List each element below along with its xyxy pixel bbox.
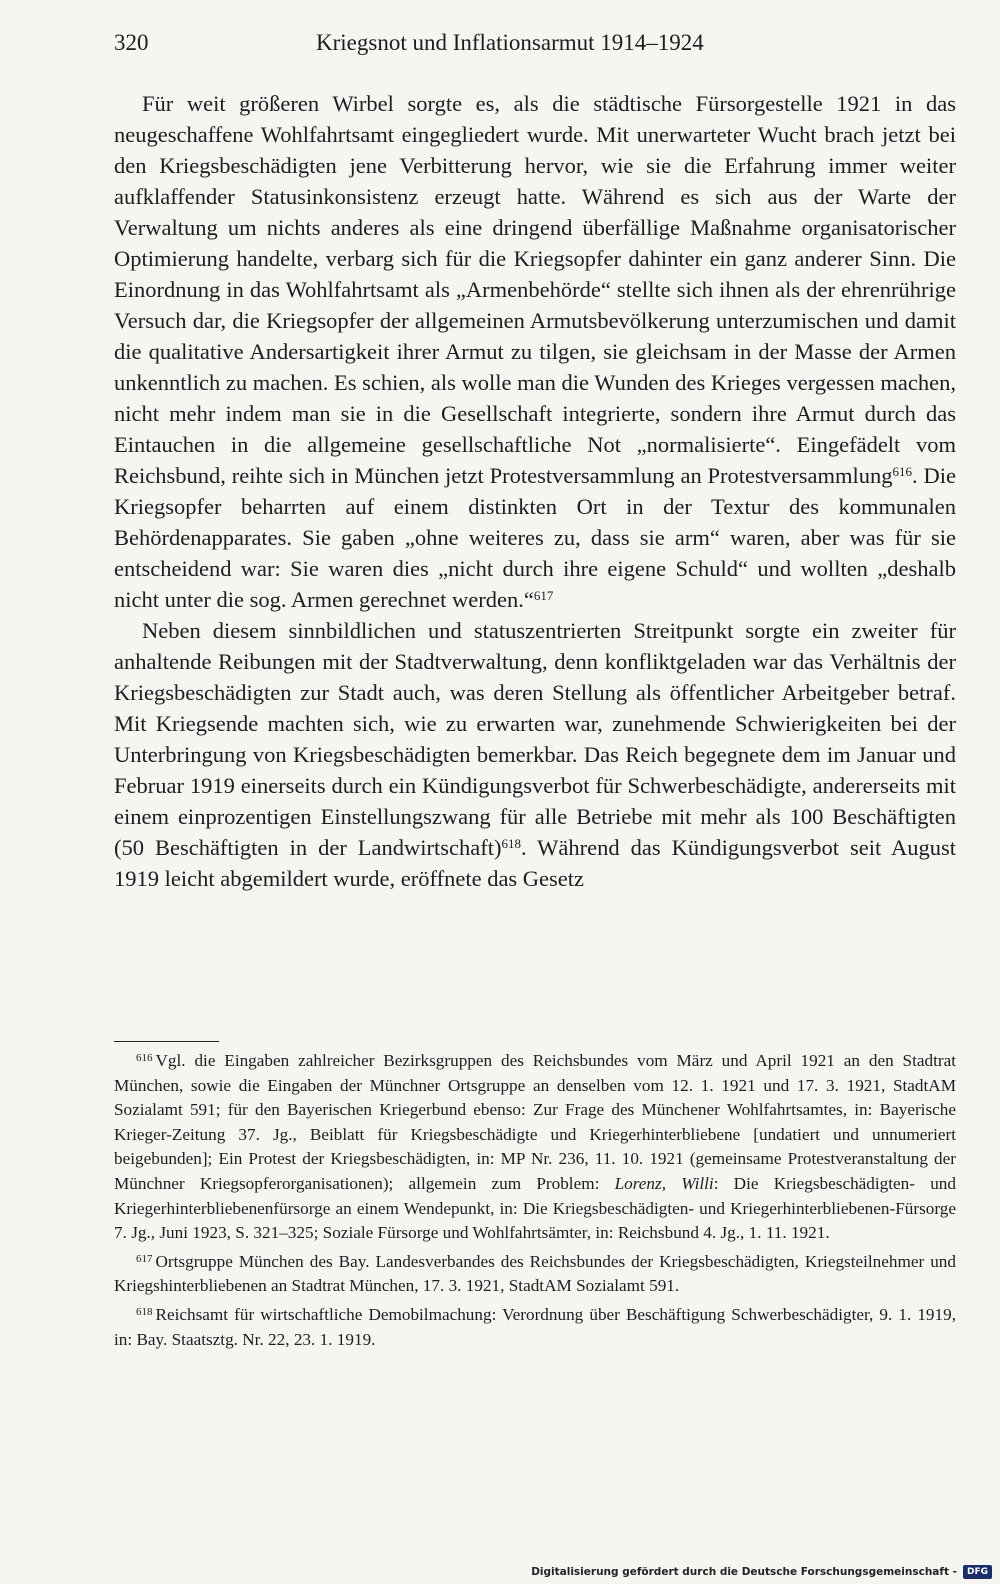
footnote-ref-618[interactable]: 618 — [501, 836, 521, 851]
page-header — [114, 30, 949, 60]
page-number: 320 — [114, 30, 149, 55]
paragraph-text: Neben diesem sinnbildlichen und statuszentrierten Streitpunkt sorgte ein zweiter für anhaltende Reibungen mit der Stadtverwaltung, denn konfliktgeladen war das Verhältnis der Kriegsbeschädigten zur Stadt auch, was deren Stellung als öffentlicher Arbeitgeber betraf. Mit Kriegsende machten sich, wie zu erwarten war, zunehmende Schwierigkeiten bei der Unterbringung von Kriegsbeschädigten bemerkbar. Das Reich begegnete dem im Januar und Februar 1919 einerseits durch ein Kündigungsverbot für Schwerbeschädigte, andererseits mit einem einprozentigen Einstellungszwang für alle Betriebe mit mehr als 100 Beschäftigten (50 Beschäftigten in der Landwirtschaft) — [114, 618, 956, 860]
footnote-text: Ortsgruppe München des Bay. Landesverbandes des Reichsbundes der Kriegsbeschädigten, Kriegsteilnehmer und Kriegshinterbliebenen an Stadtrat München, 17. 3. 1921, StadtAM Sozialamt 591. — [114, 1251, 956, 1296]
paragraph-text: . Während das Kündigungsverbot seit August 1919 leicht abgemildert wurde, eröffnete das Gesetz — [114, 835, 956, 891]
footnote-number: 617 — [136, 1252, 153, 1265]
body-text — [114, 88, 956, 894]
footnote-number: 616 — [136, 1052, 153, 1064]
footnote-divider — [114, 1041, 219, 1042]
paragraph-text: . Die Kriegsopfer beharrten auf einem distinkten Ort in der Textur des kommunalen Behördenapparates. Sie gaben „ohne weiteres zu, dass sie arm“ waren, aber was für sie entscheidend war: Sie waren dies „nicht durch ihre eigene Schuld“ und wollten „deshalb nicht unter die sog. Armen gerechnet werden.“ — [114, 463, 956, 612]
footnote-618 — [114, 1303, 956, 1352]
footnote-text: Vgl. die Eingaben zahlreicher Bezirksgruppen des Reichsbundes vom März und April 1921 an den Stadtrat München, sowie die Eingaben der Münchner Ortsgruppe an denselben vom 12. 1. 1921 und 17. 3. 1921, StadtAM Sozialamt 591; für den Bayerischen Kriegerbund ebenso: Zur Frage des Münchener Wohlfahrtsamtes, in: Bayerische Krieger-Zeitung 37. Jg., Beiblatt für Kriegsbeschädigte und Kriegerhinterbliebene [undatiert und unnumeriert beigebunden]; Ein Protest der Kriegsbeschädigten, in: MP Nr. 236, 11. 10. 1921 (gemeinsame Protestveranstaltung der Münchner Kriegsopferorganisationen); allgemein zum Problem: — [114, 1051, 956, 1193]
footnote-ref-617[interactable]: 617 — [533, 588, 554, 603]
footnote-text: Reichsamt für wirtschaftliche Demobilmachung: Verordnung über Beschäftigung Schwerbeschädigter, 9. 1. 1919, in: Bay. Staatsztg. Nr. 22, 23. 1. 1919. — [114, 1304, 956, 1349]
dfg-logo: DFG — [963, 1565, 992, 1579]
footnote-number: 618 — [136, 1305, 153, 1318]
paragraph-text: Für weit größeren Wirbel sorgte es, als die städtische Fürsorgestelle 1921 in das neugeschaffene Wohlfahrtsamt eingegliedert wurde. Mit unerwarteter Wucht brach jetzt bei den Kriegsbeschädigten jene Verbitterung hervor, wie sie die Erfahrung immer weiter aufklaffender Statusinkonsistenz erzeugt hatte. Während es sich aus der Warte der Verwaltung um nichts anderes als eine dringend überfällige Maßnahme organisatorischer Optimierung handelte, verbarg sich für die Kriegsopfer dahinter ein ganz anderer Sinn. Die Einordnung in das Wohlfahrtsamt als „Armenbehörde“ stellte sich ihnen als der ehrenrührige Versuch dar, die Kriegsopfer der allgemeinen Armutsbevölkerung unterzumischen und damit die qualitative Andersartigkeit ihrer Armut zu tilgen, sie gleichsam in der Masse der Armen unkenntlich zu machen. Es schien, als wolle man die Wunden des Krieges vergessen machen, nicht mehr indem man sie in die Gesellschaft integrierte, sondern ihre Armut durch das Eintauchen in die allgemeine gesellschaftliche Not „normalisierte“. Eingefädelt vom Reichsbund, reihte sich in München jetzt Protestversammlung an Protestversammlung — [114, 91, 956, 488]
footnote-author: Lorenz, Willi — [614, 1173, 714, 1193]
digitization-credit — [531, 1562, 992, 1582]
footnote-ref-616[interactable]: 616 — [892, 464, 913, 479]
footnotes — [114, 1049, 956, 1356]
paragraph-2 — [114, 615, 956, 894]
footnote-text: : Die Kriegsbeschädigten- und Kriegerhinterbliebenenfürsorge an einem Wendepunkt, in: Die Kriegsbeschädigten- und Kriegerhinterbliebenen-Fürsorge 7. Jg., Juni 1923, S. 321–325; Soziale Fürsorge und Wohlfahrtsämter, in: Reichsbund 4. Jg., 1. 11. 1921. — [114, 1173, 956, 1243]
footnote-617 — [114, 1250, 956, 1299]
paragraph-1 — [114, 88, 956, 615]
digitization-note: Digitalisierung gefördert durch die Deutsche Forschungsgemeinschaft - — [531, 1566, 957, 1578]
footnote-616 — [114, 1049, 956, 1246]
running-head: Kriegsnot und Inflationsarmut 1914–1924 — [316, 30, 704, 55]
